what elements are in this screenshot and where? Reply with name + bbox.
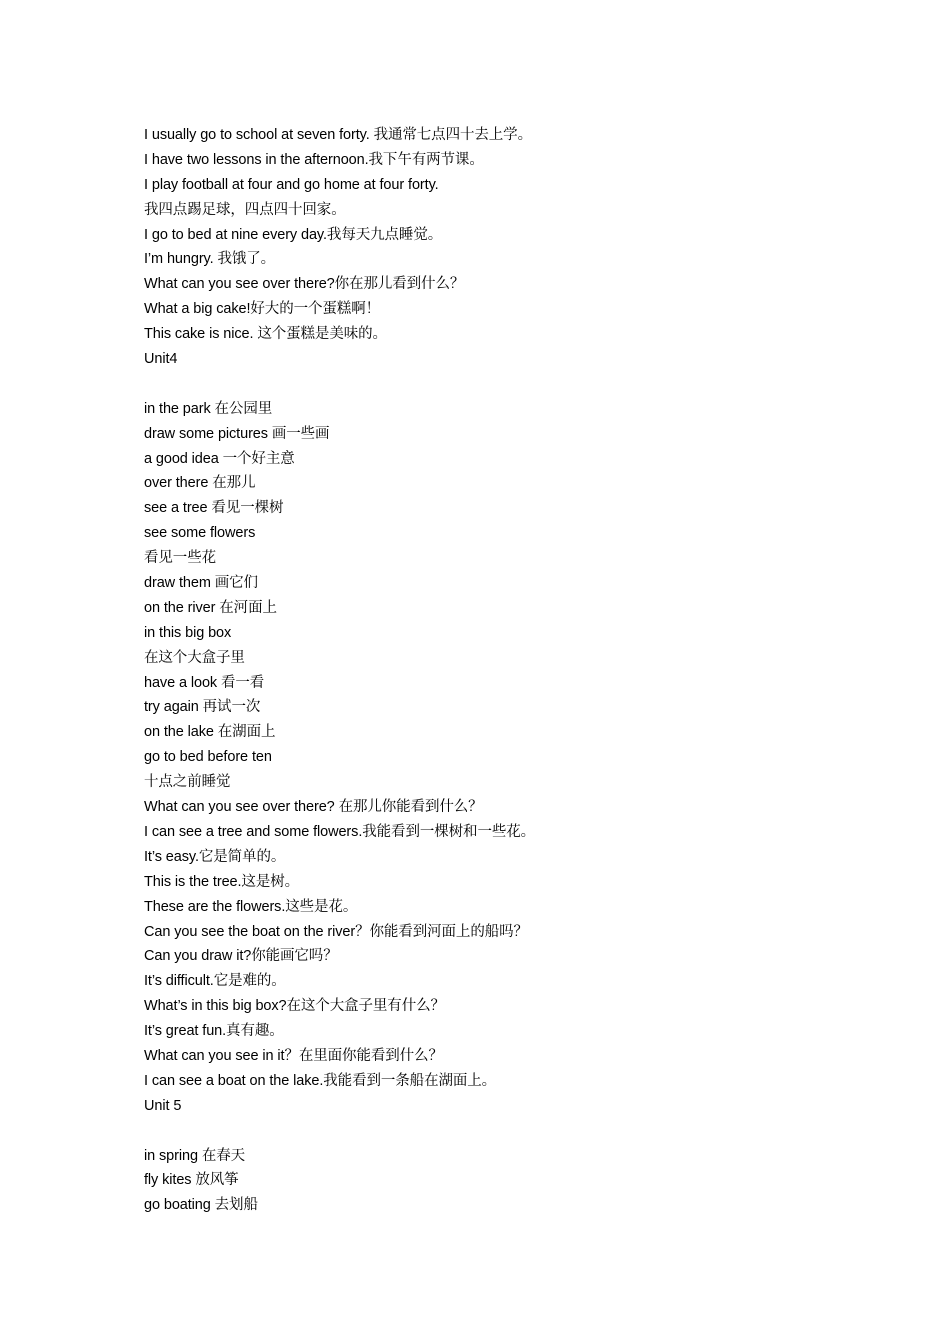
text-line: on the lake 在湖面上 (144, 724, 276, 741)
text-line: go to bed before ten (144, 749, 272, 766)
text-line: on the river 在河面上 (144, 599, 277, 616)
text-line: fly kites 放风筝 (144, 1172, 239, 1189)
text-line: I play football at four and go home at four forty. (144, 176, 439, 193)
text-line: This is the tree.这是树。 (144, 873, 300, 890)
text-line: in spring 在春天 (144, 1147, 246, 1164)
text-line: 看见一些花 (144, 550, 216, 567)
text-line: try again 再试一次 (144, 699, 261, 716)
text-line: 在这个大盒子里 (144, 649, 245, 666)
text-line: I’m hungry. 我饿了。 (144, 251, 276, 268)
unit-heading: Unit4 (144, 351, 178, 368)
text-line: go boating 去划船 (144, 1197, 258, 1214)
text-line: draw them 画它们 (144, 575, 258, 592)
text-line: What’s in this big box?在这个大盒子里有什么？ (144, 998, 445, 1015)
text-line: see a tree 看见一棵树 (144, 500, 284, 517)
text-line: I can see a tree and some flowers.我能看到一棵树和一些花。 (144, 823, 536, 840)
text-line: see some flowers (144, 525, 256, 542)
text-line: 我四点踢足球，四点四十回家。 (144, 201, 346, 218)
text-line: over there 在那儿 (144, 475, 256, 492)
text-line: I usually go to school at seven forty. 我通常七点四十去上学。 (144, 127, 532, 143)
text-line: I go to bed at nine every day.我每天九点睡觉。 (144, 226, 443, 243)
text-line: It’s easy.它是简单的。 (144, 848, 286, 865)
text-line: in this big box (144, 624, 232, 641)
text-line: What can you see over there? 在那儿你能看到什么？ (144, 799, 483, 816)
document-page (144, 123, 864, 1218)
text-line: Can you draw it?你能画它吗？ (144, 948, 338, 965)
text-line: 十点之前睡觉 (144, 774, 231, 791)
text-line: Can you see the boat on the river？你能看到河面上的船吗？ (144, 923, 528, 940)
text-line: What can you see over there?你在那儿看到什么？ (144, 276, 465, 293)
text-line: a good idea 一个好主意 (144, 450, 295, 467)
text-line: What can you see in it？在里面你能看到什么？ (144, 1047, 443, 1064)
text-line: These are the flowers.这些是花。 (144, 898, 358, 915)
text-line: I can see a boat on the lake.我能看到一条船在湖面上。 (144, 1072, 497, 1089)
text-line: This cake is nice. 这个蛋糕是美味的。 (144, 326, 387, 343)
text-line: draw some pictures 画一些画 (144, 425, 330, 442)
blank-line (144, 1119, 864, 1144)
text-line: It’s great fun.真有趣。 (144, 1023, 284, 1040)
blank-line (144, 372, 864, 397)
text-line: have a look 看一看 (144, 674, 265, 691)
text-line: It’s difficult.它是难的。 (144, 973, 286, 990)
text-line: in the park 在公园里 (144, 400, 273, 417)
text-line: What a big cake!好大的一个蛋糕啊！ (144, 301, 380, 318)
unit-heading: Unit 5 (144, 1097, 182, 1114)
text-line: I have two lessons in the afternoon.我下午有两节课。 (144, 151, 484, 168)
